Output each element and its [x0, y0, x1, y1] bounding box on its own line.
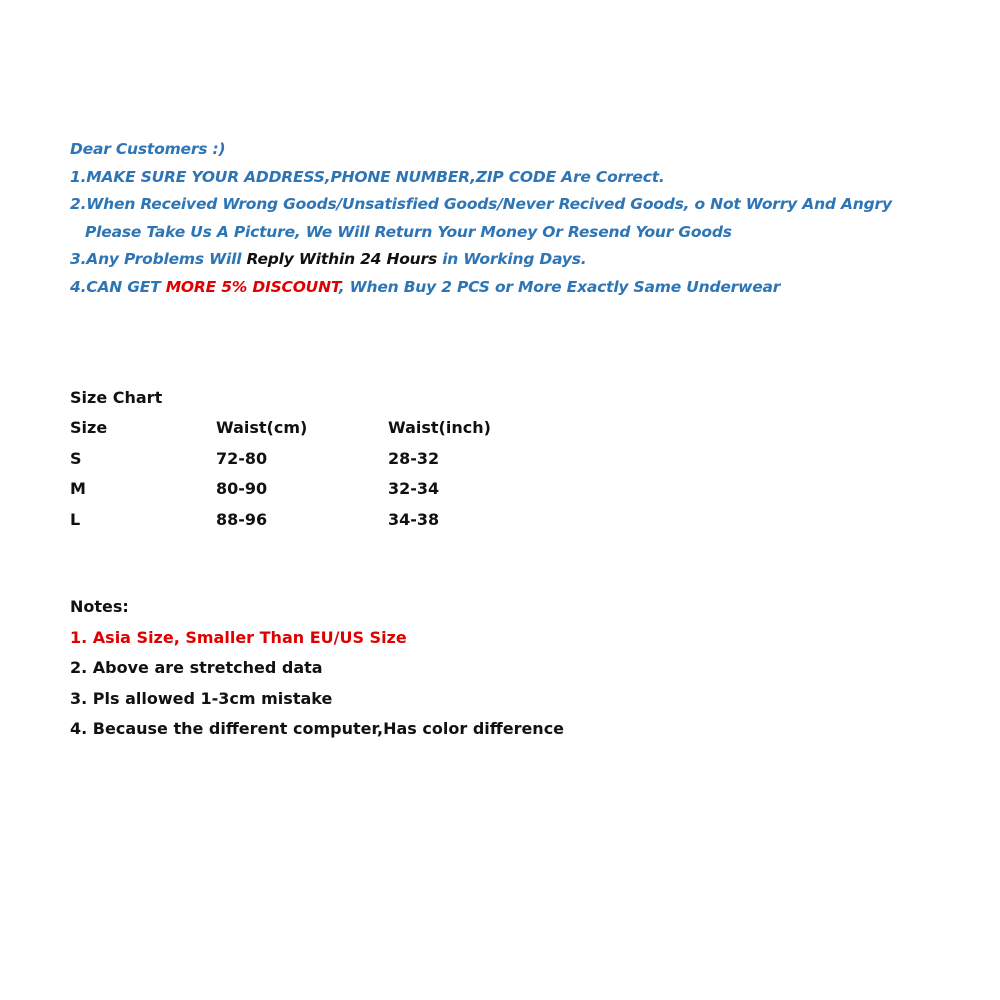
table-row [70, 447, 588, 478]
waist-inch-cell: 32-34 [388, 479, 440, 498]
waist-inch-cell: 34-38 [388, 509, 440, 529]
notice-item-2-continued: Please Take Us A Picture, We Will Return Your Money Or Resend Your Goods [85, 222, 732, 241]
waist-cm-cell: 88-96 [216, 509, 268, 529]
waist-cm-cell: 80-90 [216, 479, 268, 498]
header-size: Size [70, 418, 108, 437]
size-chart-title: Size Chart [70, 388, 163, 407]
waist-inch-cell: 28-32 [388, 448, 440, 468]
notice-reply-time: Reply Within 24 Hours [246, 250, 437, 269]
notice-item-1: 1.MAKE SURE YOUR ADDRESS,PHONE NUMBER,ZIP CODE Are Correct. [70, 167, 665, 186]
notice-item-2: 2.When Received Wrong Goods/Unsatisfied Goods/Never Recived Goods, o Not Worry And Angry [70, 195, 892, 214]
table-row [70, 477, 588, 508]
size-cell: L [70, 509, 81, 529]
waist-cm-cell: 72-80 [216, 448, 268, 468]
note-item-mistake: 3. Pls allowed 1-3cm mistake [70, 688, 333, 708]
notice-item-3-end: in Working Days. [437, 250, 587, 269]
notice-item-4 [70, 275, 970, 303]
size-cell: S [70, 448, 82, 468]
notes-section [70, 595, 564, 748]
size-chart-table [70, 416, 588, 538]
header-waist-cm: Waist(cm) [216, 418, 308, 437]
note-item-asia-size: 1. Asia Size, Smaller Than EU/US Size [70, 627, 407, 647]
notice-item-4-end: , When Buy 2 PCS or More Exactly Same Underwear [338, 277, 781, 296]
size-cell: M [70, 479, 86, 498]
notes-title: Notes: [70, 597, 129, 616]
notice-discount: MORE 5% DISCOUNT [165, 277, 339, 296]
notice-item-3 [70, 247, 970, 275]
size-chart [70, 386, 588, 538]
customer-notice [70, 137, 970, 303]
table-row [70, 508, 588, 539]
header-waist-inch: Waist(inch) [388, 418, 491, 437]
note-item-color-difference: 4. Because the different computer,Has color difference [70, 719, 565, 738]
note-item-stretched-data: 2. Above are stretched data [70, 658, 323, 677]
size-chart-header-row [70, 416, 588, 447]
notice-greeting: Dear Customers :) [70, 140, 226, 158]
notice-item-3-start: 3.Any Problems Will [70, 250, 247, 269]
notice-item-4-start: 4.CAN GET [70, 277, 166, 296]
